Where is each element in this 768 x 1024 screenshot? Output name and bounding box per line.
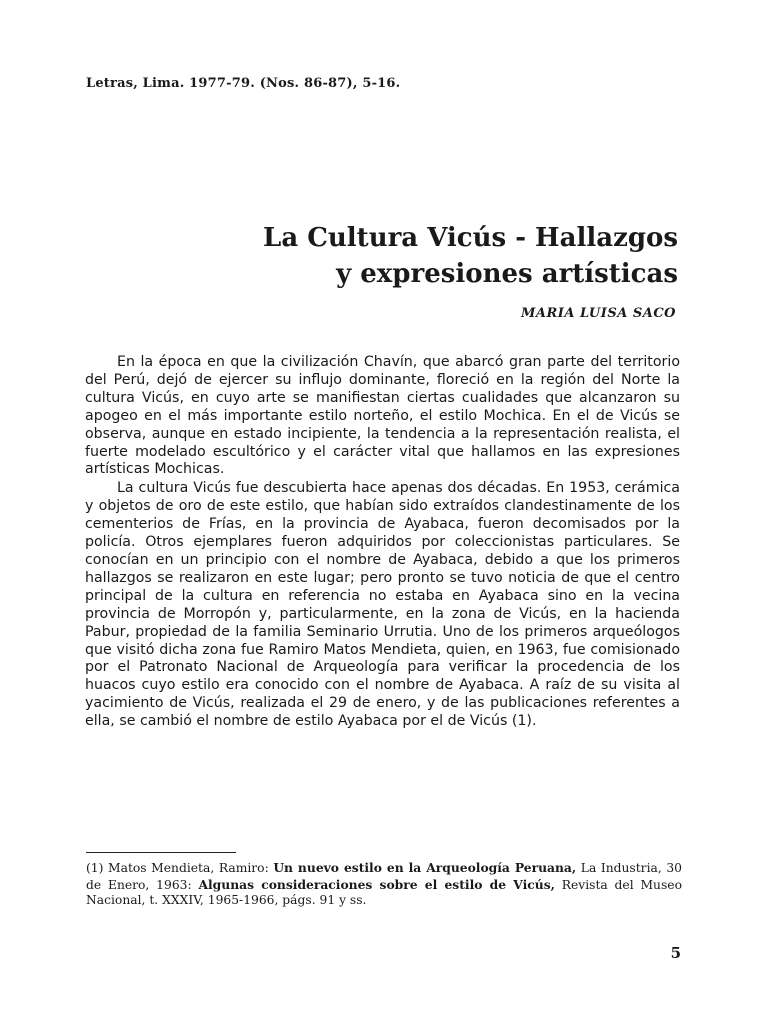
page-number: 5 — [670, 944, 681, 962]
title-line-1: La Cultura Vicús - Hallazgos — [263, 223, 678, 253]
author-name: MARIA LUISA SACO — [521, 306, 676, 321]
article-body — [85, 354, 680, 731]
paragraph: La cultura Vicús fue descubierta hace apenas dos décadas. En 1953, cerámica y objetos de oro de este estilo, que habían sido extraídos clandestinamente de los cementerios de Frías, en la provincia de Ayabaca, fueron decomisados por la policía. Otros ejemplares fueron adquiridos por coleccionistas particulares. Se conocían en un principio con el nombre de Ayabaca, debido a que los primeros hallazgos se realizaron en este lugar; pero pronto se tuvo noticia de que el centro principal de la cultura en referencia no estaba en Ayabaca sino en la vecina provincia de Morropón y, particularmente, en la zona de Vicús, en la hacienda Pabur, propiedad de la familia Seminario Urrutia. Uno de los primeros arqueólogos que visitó dicha zona fue Ramiro Matos Mendieta, quien, en 1963, fue comisionado por el Patronato Nacional de Arqueología para verificar la procedencia de los huacos cuyo estilo era conocido con el nombre de Ayabaca. A raíz de su visita al yacimiento de Vicús, realizada el 29 de enero, y de las publicaciones referentes a ella, se cambió el nombre de estilo Ayabaca por el de Vicús (1). — [85, 480, 680, 730]
footnote-work-title: Un nuevo estilo en la Arqueología Peruana, — [273, 860, 577, 875]
article-title — [263, 220, 678, 292]
footnote-author: Matos Mendieta, Ramiro: — [108, 861, 269, 875]
footnote-tail: Revista del Museo Nacional, t. XXXIV, 1965-1966, págs. 91 y ss. — [86, 877, 682, 907]
footnote — [86, 860, 682, 909]
journal-citation-header: Letras, Lima. 1977-79. (Nos. 86-87), 5-16. — [86, 76, 401, 91]
footnote-second-title: Algunas consideraciones sobre el estilo de Vicús, — [198, 876, 555, 892]
title-line-2: y expresiones artísticas — [336, 259, 678, 289]
footnote-publisher: La Industria, 30 de Enero, 1963: — [86, 861, 682, 892]
footnote-marker: (1) — [86, 861, 104, 875]
footnote-separator — [86, 852, 236, 853]
paragraph: En la época en que la civilización Chavín, que abarcó gran parte del territorio del Perú, dejó de ejercer su influjo dominante, floreció en la región del Norte la cultura Vicús, en cuyo arte se manifiestan ciertas cualidades que alcanzaron su apogeo en el más importante estilo norteño, el estilo Mochica. En el de Vicús se observa, aunque en estado incipiente, la tendencia a la representación realista, el fuerte modelado escultórico y el carácter vital que hallamos en las expresiones artísticas Mochicas. — [85, 354, 680, 478]
